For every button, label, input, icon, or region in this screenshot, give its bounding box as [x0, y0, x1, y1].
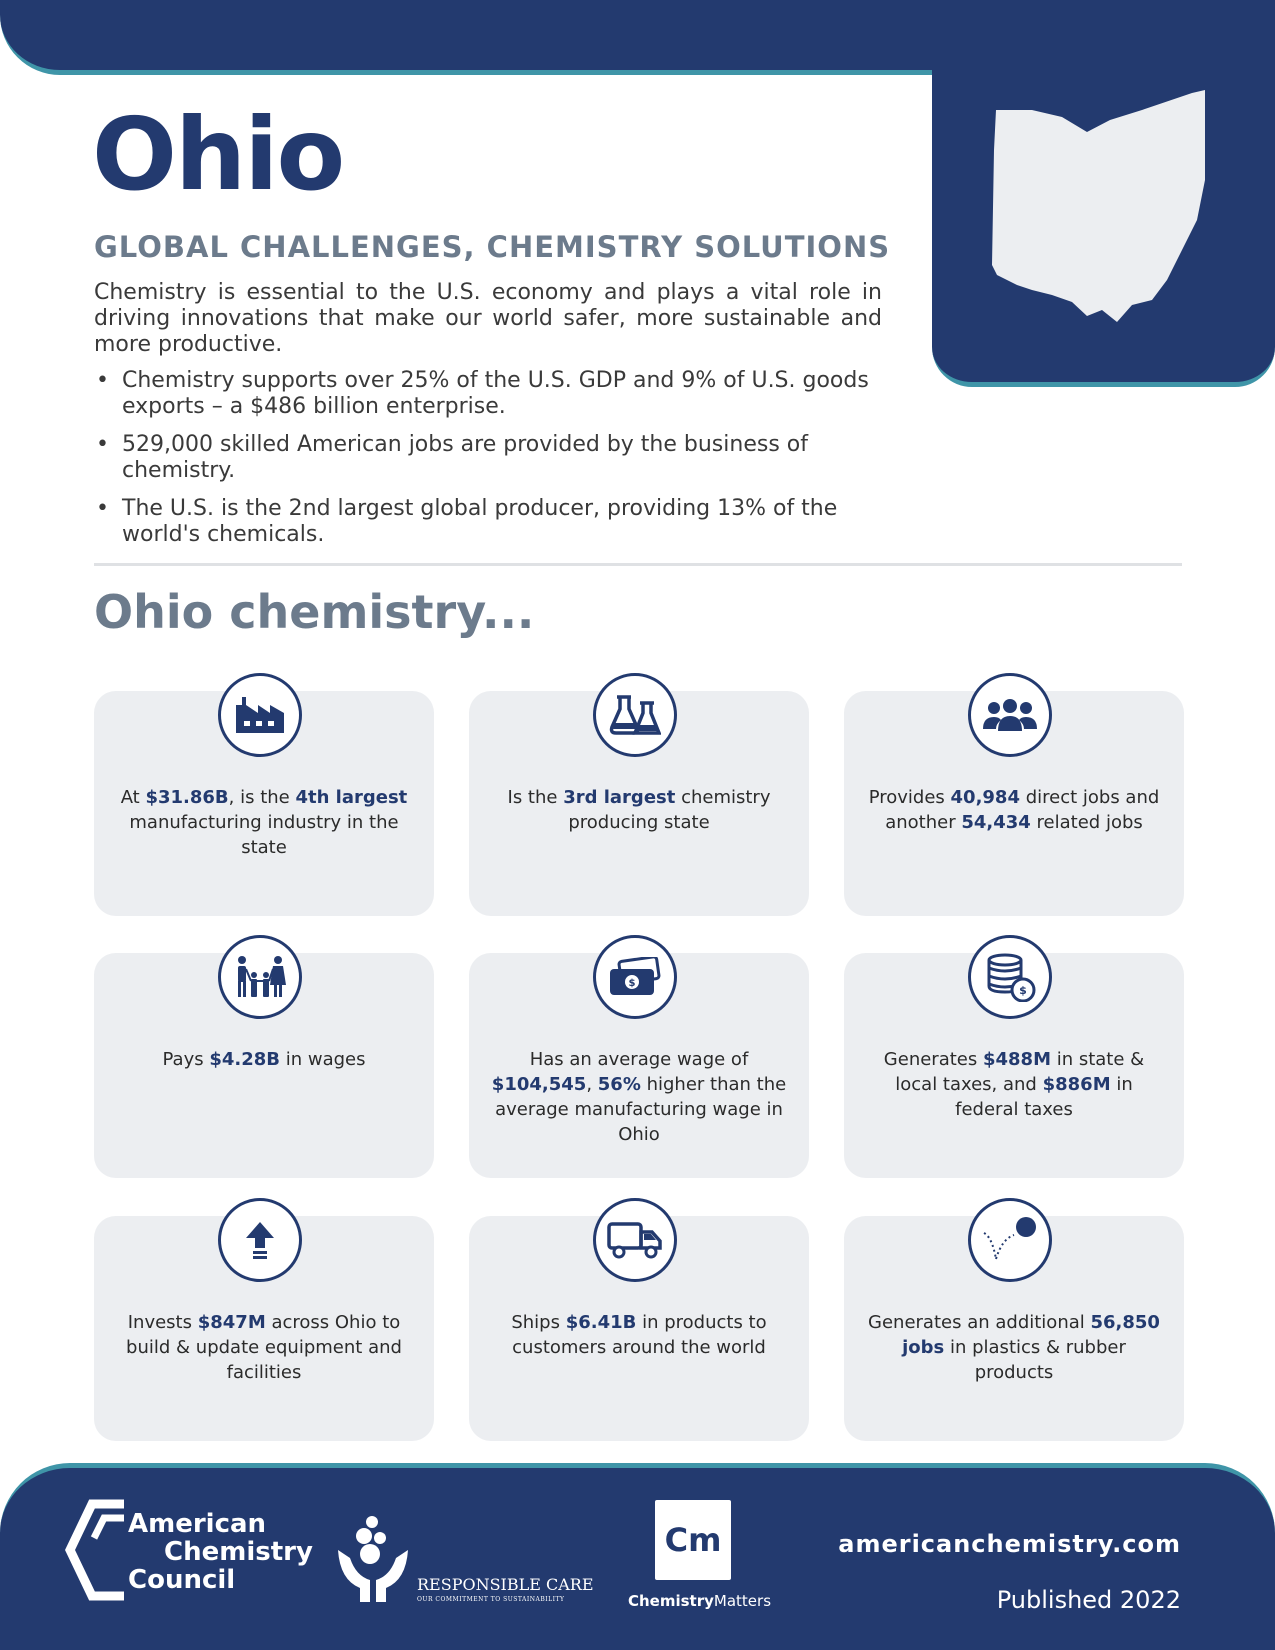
acc-line: Chemistry [164, 1537, 313, 1567]
stat-card-text: Invests $847M across Ohio to build & update equipment and facilities [126, 1312, 402, 1383]
chemistry-matters-logo [655, 1500, 731, 1580]
cash-icon [593, 935, 677, 1019]
responsible-care-label: RESPONSIBLE CARE [417, 1575, 594, 1594]
list-item: • Chemistry supports over 25% of the U.S. GDP and 9% of U.S. goods exports – a $486 billion enterprise. [94, 368, 914, 420]
group-icon [968, 673, 1052, 757]
list-item: • 529,000 skilled American jobs are provided by the business of chemistry. [94, 432, 914, 484]
upload-arrow-icon [218, 1198, 302, 1282]
acc-line: Council [128, 1565, 236, 1595]
stat-card-text: Ships $6.41B in products to customers around the world [511, 1312, 767, 1358]
stat-card-text: Generates $488M in state & local taxes, and $886M in federal taxes [883, 1049, 1145, 1120]
page-subtitle: GLOBAL CHALLENGES, CHEMISTRY SOLUTIONS [94, 230, 891, 264]
divider [94, 563, 1182, 566]
svg-text:$: $ [628, 978, 636, 989]
published-date: Published 2022 [996, 1586, 1181, 1614]
coins-icon [968, 935, 1052, 1019]
truck-icon [593, 1198, 677, 1282]
website-link[interactable]: americanchemistry.com [838, 1530, 1181, 1558]
cm-mark: Cm [664, 1521, 722, 1559]
chemistry-matters-label: ChemistryMatters [628, 1592, 772, 1610]
svg-text:$: $ [1019, 984, 1027, 997]
stat-card-text: Provides 40,984 direct jobs and another 54,434 related jobs [868, 787, 1160, 833]
ohio-map-icon [992, 90, 1222, 330]
stat-card-text: Pays $4.28B in wages [162, 1049, 366, 1070]
section-title: Ohio chemistry... [94, 585, 535, 639]
responsible-care-tagline: OUR COMMITMENT TO SUSTAINABILITY [417, 1596, 565, 1603]
page-title: Ohio [92, 96, 344, 213]
stat-card-text: At $31.86B, is the 4th largest manufacturing industry in the state [120, 787, 408, 858]
factory-icon [218, 673, 302, 757]
list-item: • The U.S. is the 2nd largest global producer, providing 13% of the world's chemicals. [94, 496, 914, 548]
state-map-panel [932, 0, 1275, 387]
responsible-care-hands-icon [336, 1510, 410, 1602]
stat-card-text: Has an average wage of $104,545, 56% higher than the average manufacturing wage in Ohio [491, 1049, 787, 1145]
bouncing-ball-icon [968, 1198, 1052, 1282]
acc-line: American [128, 1509, 267, 1539]
acc-logo-text [128, 1510, 313, 1594]
fact-list [94, 368, 914, 560]
intro-paragraph: Chemistry is essential to the U.S. economy and plays a vital role in driving innovations that make our world safer, more sustainable and more productive. [94, 280, 882, 357]
flasks-icon [593, 673, 677, 757]
stat-card-text: Is the 3rd largest chemistry producing state [507, 787, 771, 833]
stat-card-text: Generates an additional 56,850 jobs in plastics & rubber products [868, 1312, 1160, 1383]
family-icon [218, 935, 302, 1019]
